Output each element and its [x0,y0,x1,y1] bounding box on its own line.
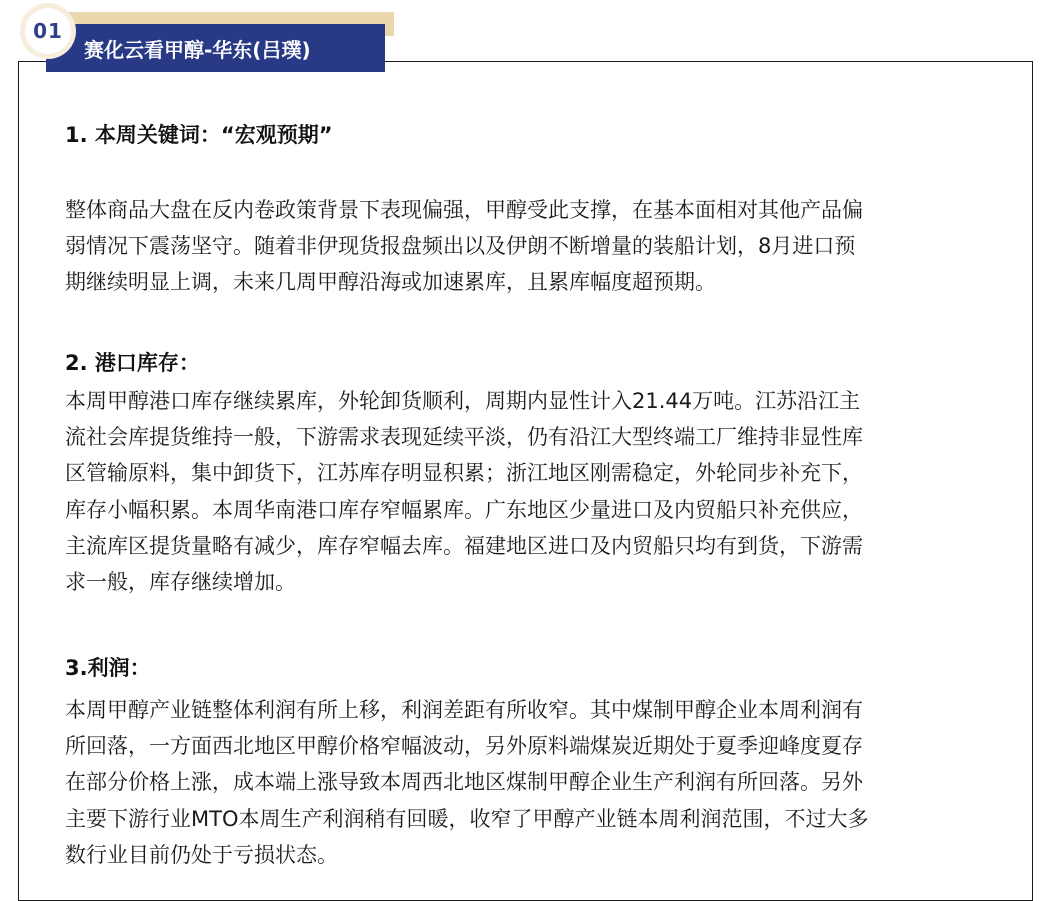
paragraph-line: 主流库区提货量略有减少，库存窄幅去库。福建地区进口及内贸船只均有到货，下游需 [65,533,863,558]
paragraph-line: 在部分价格上涨，成本端上涨导致本周西北地区煤制甲醇企业生产利润有所回落。另外 [65,770,863,795]
paragraph-line: 所回落，一方面西北地区甲醇价格窄幅波动，另外原料端煤炭近期处于夏季迎峰度夏存 [65,734,863,759]
section-heading-keywords: 1. 本周关键词：“宏观预期” [65,123,333,147]
paragraph-line: 期继续明显上调，未来几周甲醇沿海或加速累库，且累库幅度超预期。 [65,270,716,295]
section-heading-port-inventory: 2. 港口库存： [65,351,200,375]
paragraph-line: 流社会库提货维持一般，下游需求表现延续平淡，仍有沿江大型终端工厂维持非显性库 [65,425,863,450]
paragraph-line: 数行业目前仍处于亏损状态。 [65,842,338,867]
section-heading-profit: 3.利润： [65,656,151,680]
paragraph-line: 弱情况下震荡坚守。随着非伊现货报盘频出以及伊朗不断增量的装船计划，8月进口预 [65,234,856,259]
paragraph-line: 整体商品大盘在反内卷政策背景下表现偏强，甲醇受此支撑，在基本面相对其他产品偏 [65,198,863,222]
paragraph-line: 求一般，库存继续增加。 [65,570,296,595]
paragraph-line: 本周甲醇产业链整体利润有所上移，利润差距有所收窄。其中煤制甲醇企业本周利润有 [65,698,863,722]
badge-number: 01 [33,19,63,43]
badge-inner-circle [25,8,71,54]
paragraph-line: 库存小幅积累。本周华南港口库存窄幅累库。广东地区少量进口及内贸船只补充供应， [65,497,863,522]
section-number-badge [20,3,76,59]
title-bar [46,24,385,72]
paragraph-line: 主要下游行业MTO本周生产利润稍有回暖，收窄了甲醇产业链本周利润范围，不过大多 [65,806,869,831]
paragraph-line: 区管输原料，集中卸货下，江苏库存明显积累；浙江地区刚需稳定，外轮同步补充下， [65,461,863,486]
content-frame [18,61,1033,901]
paragraph-line: 本周甲醇港口库存继续累库，外轮卸货顺利，周期内显性计入21.44万吨。江苏沿江主 [65,389,861,413]
page-title: 赛化云看甲醇-华东(吕璞) [84,37,311,62]
